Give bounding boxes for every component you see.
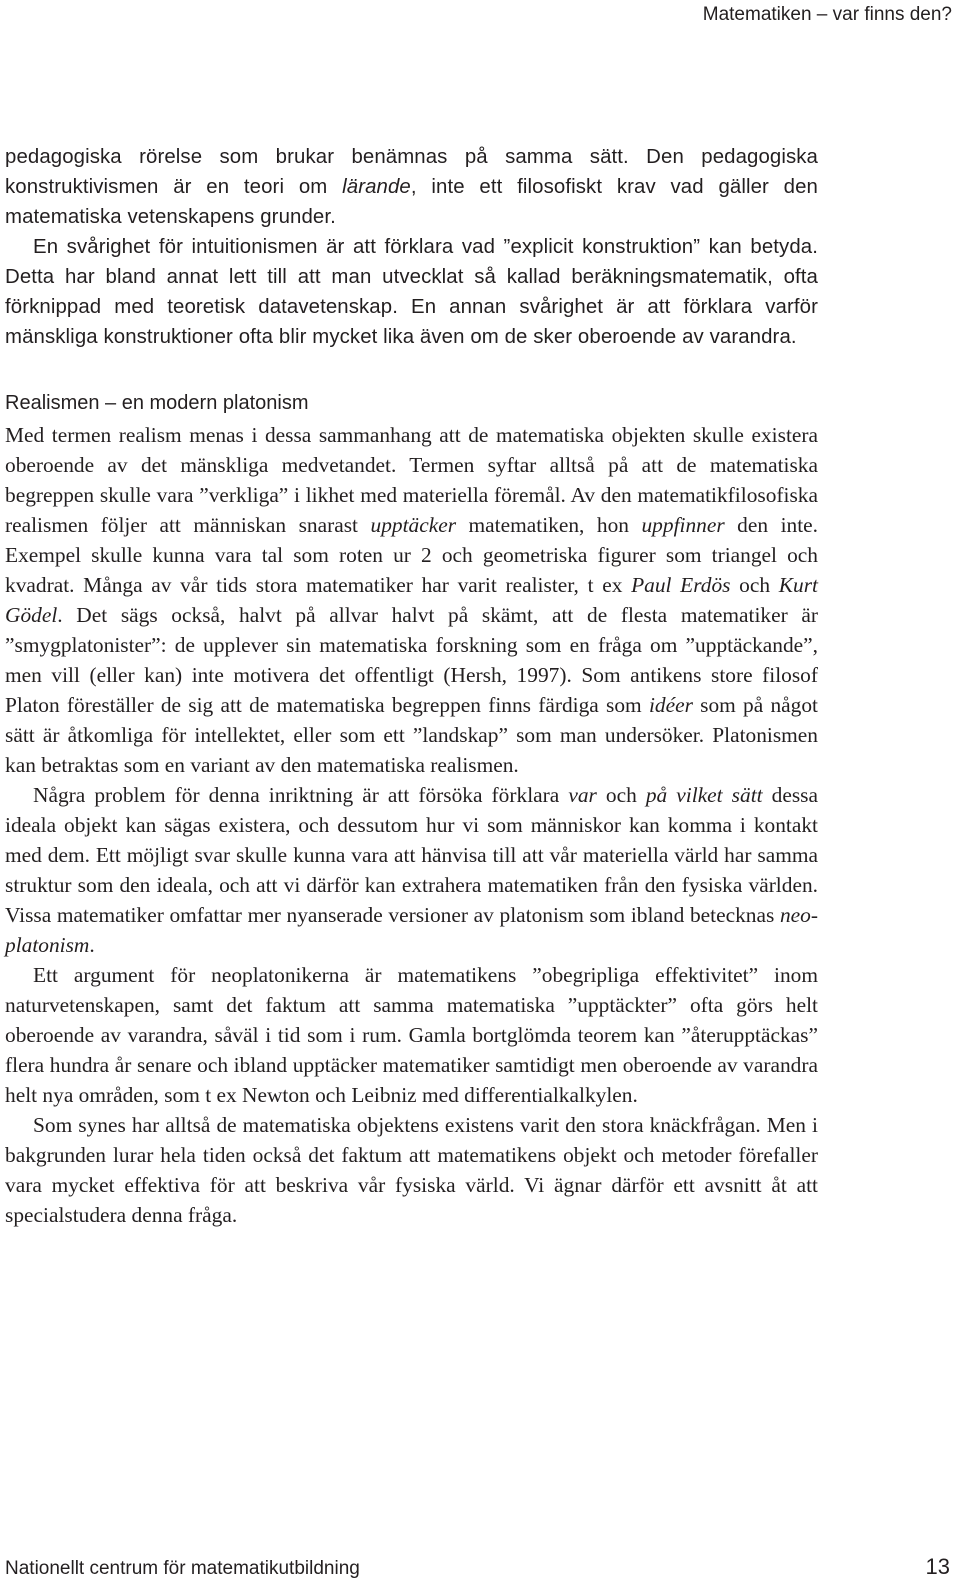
intro-paragraph-2: En svårighet för intuitionismen är att förklara vad ”explicit konstruktion” kan betyda. Detta har bland annat lett till att man utvecklat så kallad beräkningsmatematik, ofta förknippad med teoretisk datavetenskap. En annan svårighet är att förklara varför mänskliga konstruktioner ofta blir mycket lika även om de sker oberoende av varandra. [5, 236, 818, 348]
paragraph-text: matematiken, hon [456, 513, 642, 537]
section-heading: Realismen – en modern platonism [5, 392, 309, 414]
paragraph-text: Med termen realism menas i dessa sammanhang att de matematiska objekten skulle existera oberoende av det mänskliga medvetandet. Termen syftar alltså på att de matematiska begreppen skulle vara ”verkliga” i likhet med materiella föremål. Av den matematikfilosofiska realismen följer att människan snarast [5, 423, 818, 537]
emphasis-text: neo-platonism [5, 903, 818, 957]
intro-emphasis: lärande [342, 176, 411, 198]
intro-text: pedagogiska rörelse som brukar benämnas på samma sätt. Den pedagogiska konstruktivismen är en teori om [5, 146, 818, 198]
paragraph-text: dessa ideala objekt kan sägas existera, och dessutom hur vi som människor kan komma i kontakt med dem. Ett möjligt svar skulle kunna vara att hänvisa till att vår materiella värld har samma struktur som den ideala, och att vi därför kan extrahera matematiken från den fysiska världen. Vissa matematiker omfattar mer nyanserade versioner av platonism som ibland betecknas [5, 783, 818, 927]
emphasis-text: Paul Erdös [631, 573, 731, 597]
intro-text: , inte ett filosofiskt krav vad gäller den matematiska vetenskapens grunder. [5, 176, 818, 228]
section-paragraph-1 [5, 420, 818, 780]
emphasis-text: på vilket sätt [645, 783, 763, 807]
section-paragraph-4: Som synes har alltså de matematiska objektens existens varit den stora knäckfrågan. Men i bakgrunden lurar hela tiden också det faktum att matematikens objekt och metoder förefaller vara mycket effektiva för att beskriva vår fysiska värld. Vi ägnar därför ett avsnitt åt att specialstudera denna fråga. [5, 1113, 818, 1227]
running-head: Matematiken – var finns den? [702, 4, 952, 25]
paragraph-text: . Det sägs också, halvt på allvar halvt på skämt, att de flesta matematiker är ”smygplatonister”: de upplever sin matematiska forskning som en fråga om ”upptäckande”, men vill (eller kan) inte motivera det offentligt (Hersh, 1997). Som antikens store filosof Platon föreställer de sig att de matematiska begreppen finns färdiga som [5, 603, 818, 717]
paragraph-text: Några problem för denna inriktning är att försöka förklara [33, 783, 569, 807]
paragraph-text: som på något sätt är åtkomliga för intellektet, eller som ett ”landskap” som man undersöker. Platonismen kan betraktas som en variant av den matematiska realismen. [5, 693, 819, 777]
emphasis-text: Kurt Gödel [5, 573, 818, 627]
paragraph-text: och [596, 783, 646, 807]
paragraph-text: och [730, 573, 779, 597]
footer-publisher: Nationellt centrum för matematikutbildning [5, 1558, 360, 1579]
section-paragraph-2 [5, 780, 818, 960]
page-number: 13 [925, 1554, 950, 1579]
emphasis-text: var [568, 783, 597, 807]
intro-paragraph-1 [5, 142, 818, 232]
emphasis-text: idéer [648, 693, 693, 717]
body-text [5, 142, 818, 1230]
paragraph-text: . [89, 933, 95, 957]
paragraph-text: den inte. Exempel skulle kunna vara tal som roten ur 2 och geometriska figurer som triangel och kvadrat. Många av vår tids stora matematiker har varit realister, t ex [5, 513, 819, 597]
emphasis-text: uppfinner [641, 513, 725, 537]
section-paragraph-3: Ett argument för neoplatonikerna är matematikens ”obegripliga effektivitet” inom naturvetenskapen, samt det faktum att samma matematiska ”upptäckter” ofta görs helt oberoende av varandra, såväl i tid som i rum. Gamla bortglömda teorem kan ”återupptäckas” flera hundra år senare och ibland upptäcker matematiker samtidigt men oberoende av varandra helt nya områden, som t ex Newton och Leibniz med differentialkalkylen. [5, 963, 818, 1107]
emphasis-text: upptäcker [370, 513, 457, 537]
